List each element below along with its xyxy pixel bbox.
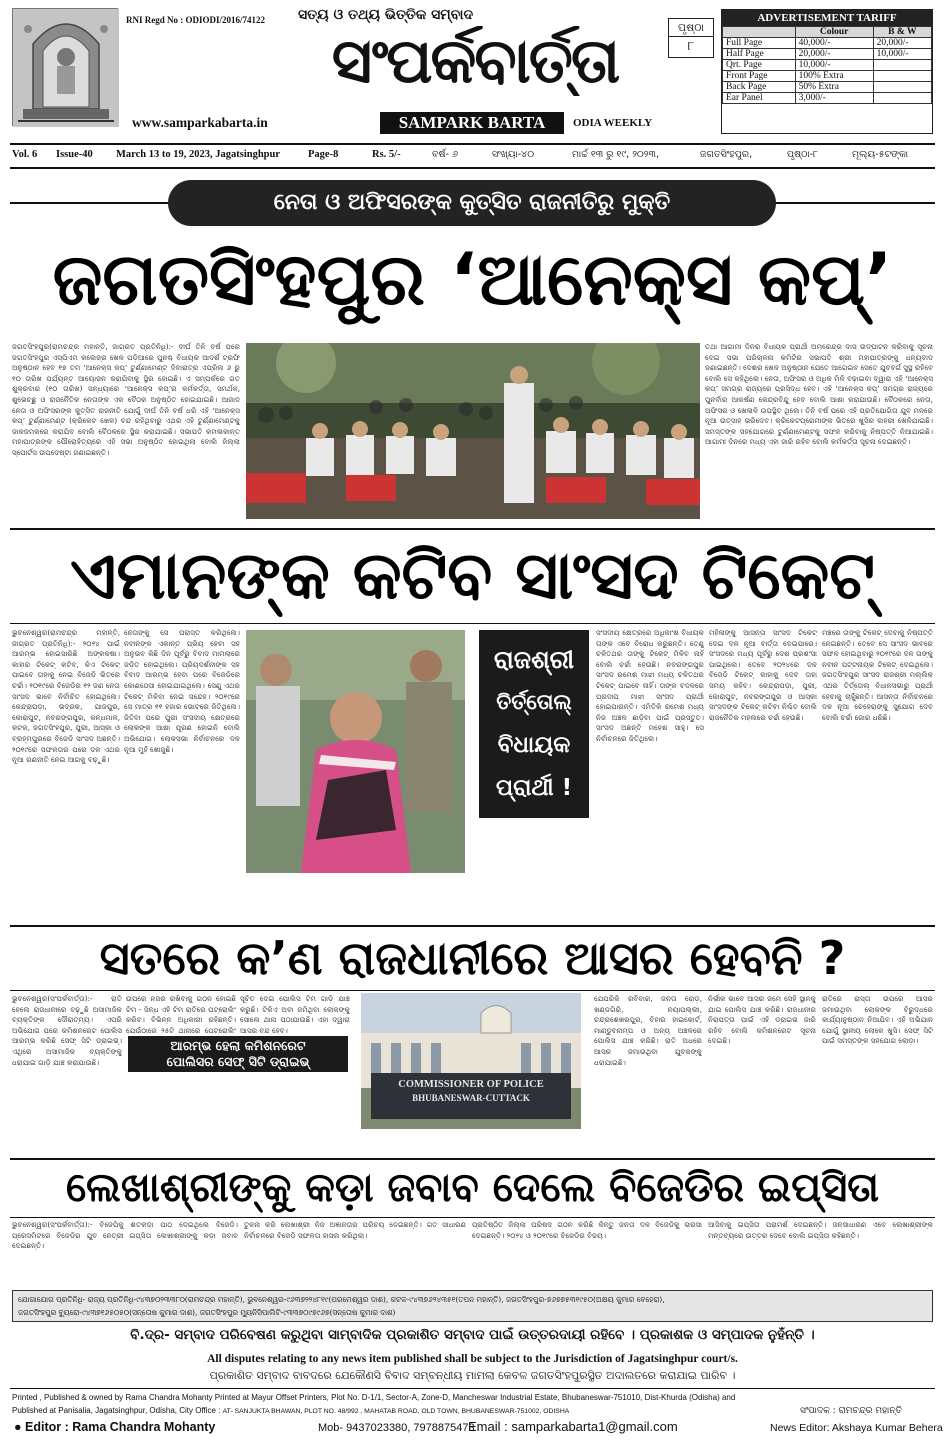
commissioner-sign-line1: COMMISSIONER OF POLICE <box>398 1079 544 1090</box>
contact-line: ଜଗତସିଂହପୁର ବ୍ୟୁରୋ-୯୪୩୭୧୬୫୦୫୦(ସନ୍ତୋଷ କୁମାର ଦାଶ), ଜଗତସିଂହପୁର ମ୍ୟୁନିସିପାଲିଟି-୯୩୩୭୦୯୭୯୬୭(ସନ୍ତୋଷ କୁମାର ଦାଶ) <box>18 1308 396 1317</box>
story1-meeting-photo <box>246 343 700 519</box>
odia-page: ପୃଷ୍ଠା-୮ <box>787 149 819 160</box>
tariff-header: Colour <box>795 27 873 38</box>
city-office: AT- SANJUKTA BHAWAN, PLOT NO. 48/992 , MAHATAB ROAD, OLD TOWN, BHUBANESWAR-751002, ODISHA <box>222 1408 570 1415</box>
story4-column-4: ଆସିବାକୁ ଇପ୍‌ସିତା ପରାମର୍ଶ ଦେଇଛନ୍ତି। ଜନସାଧାରଣ ଏବେ ଲେଖାଶ୍ରୀଙ୍କ ମନ୍ତବ୍ୟରେ ଉତ୍ତର ଦେବେ ବୋଲି ଇପ୍‌ସିତା କହିଛନ୍ତି। <box>708 1220 933 1240</box>
footer-rule <box>10 1388 935 1389</box>
story3-column-4: ଯେପରିକି ରବିବାର, ଜନତା ରୋଡ଼, ଖଣ୍ଡଗିରି, ନୟାପଲ୍ଲୀ, ଚନ୍ଦ୍ରଶେଖରପୁର, ବିହାର ହାଇକୋର୍ଟ, ମାଣ୍ଡୁବନାମ୍ପ ଓ ଅନ୍ୟ ଅଞ୍ଚଳରେ ପୋଲିସ ଯାଞ୍ଚ କରିଛି। ରାତି ଅଧରେ ଆସର ଜମାଉଥିବା ଯୁବକଙ୍କୁ ଧରାଯାଇଛି। <box>594 994 702 1067</box>
page-box-num: ୮ <box>687 39 695 54</box>
story3-column-1: ଭୁବନେଶ୍ୱର(ସଂପର୍କବାର୍ତ୍ତା):- ରାତି ହେଲେ ରାଜଧାନୀରେ ବଢ଼ୁଛି ଅସାମାଜିକ ବ୍ୟକ୍ତିଙ୍କ ଦୌରାତ୍ମ୍ୟ। ଏପରି ଅଭିଯୋଗ ପରେ କମିଶନରେଟ ପୋଲିସ ଆରମ୍ଭ କରିଛି ସେଫ୍ ସିଟି ଡ୍ରାଇଭ୍। ଏଥିରେ ଅସାମାଜିକ ବ୍ୟକ୍ତିଙ୍କୁ ଧରାଯାଇ ଗାଡ଼ି ଯାଞ୍ଚ କରାଯାଉଛି। <box>12 994 122 1067</box>
jurisdiction-notice: All disputes relating to any news item published shall be subject to the Jurisdiction of Jagatsinghpur court/s. <box>207 1353 738 1365</box>
story2-headline: ଏମାନଙ୍କ କଟିବ ସାଂସଦ ଟିକେଟ୍ <box>70 537 875 614</box>
callout-line: ବିଧାୟକ <box>497 732 571 758</box>
story2-politician-photo <box>246 630 465 873</box>
tariff-row <box>723 93 932 104</box>
tariff-cell: 100% Extra <box>795 71 873 82</box>
tariff-row <box>723 82 932 93</box>
advertisement-tariff <box>721 9 933 134</box>
odia-editor: ସଂପାଦକ : ରାମଚନ୍ଦ୍ର ମହାନ୍ତି <box>800 1406 902 1416</box>
dateline-rule-top <box>10 143 935 145</box>
story4-column-2: ତୁଳନା କରି ଲେଖାଶ୍ରୀ ନିଜ ଅଜ୍ଞାନତାର ପରିଚୟ ଦେଇଛନ୍ତି। ଗତ ସାଧାରଣ ନିର୍ବାଚନରେ ବିଜେଡି ସଫଳତା ହାସଲ କରିଥିଲା। <box>244 1220 466 1240</box>
story4-column-3: ପ୍ରତିଷ୍ଠିତ ଜିଲ୍ଲା ପରିଷଦ ଗଠନ କରିଛି କିନ୍ତୁ ଜନତା ଦଳ ବିଜେଡିକୁ ଭରସା ଦେଇଛନ୍ତି। ୨୦୨୪ ଓ ୨୦୧୯ରେ ବିଜେଡିର ବିଜୟ। <box>472 1220 702 1240</box>
tariff-cell: Qrt. Page <box>723 60 796 71</box>
published-at: Published at Panisalia, Jagatsinghpur, Odisha, City Office : <box>12 1406 221 1415</box>
tariff-cell <box>873 93 931 104</box>
newspaper-title-english: SAMPARK BARTA <box>380 112 564 134</box>
volume: Vol. 6 <box>12 149 38 160</box>
tariff-cell: 20,000/- <box>873 38 931 49</box>
news-editor: News Editor: Akshaya Kumar Behera <box>770 1422 943 1434</box>
tariff-row <box>723 49 932 60</box>
page: Page-8 <box>308 149 339 160</box>
tariff-row <box>723 60 932 71</box>
odia-issue: ସଂଖ୍ୟା-୪୦ <box>492 149 535 160</box>
tariff-cell: Full Page <box>723 38 796 49</box>
printer-line-1: Printed , Published & owned by Rama Chandra Mohanty Printed at Mayur Offset Printers, Plot No. D-1/1, Sector-A, Zone-D, Mancheswar Industrial Estate, Bhubaneswar-751010, Dist-Khurda (Odisha) and <box>12 1393 736 1402</box>
website-url[interactable]: www.samparkabarta.in <box>132 115 268 130</box>
tariff-cell: Ear Panel <box>723 93 796 104</box>
story3-column-6: ରାତିରେ ରାସ୍ତା ଉପରେ ଆସର ଜମାଉଥିବା ଲୋକଙ୍କ ବିରୁଦ୍ଧରେ କାର୍ଯ୍ୟାନୁଷ୍ଠାନ ନିଆଯିବ। ଏହି ଅଭିଯାନ ଯୋଗୁଁ ସ୍ଥାନୀୟ ଲୋକେ ଖୁସି। ସେଫ୍ ସିଟି ପାଇଁ ସମସ୍ତଙ୍କ ସହଯୋଗ ଲୋଡ଼ା। <box>822 994 933 1046</box>
odia-price: ମୂଲ୍ୟ-୫ଟଙ୍କା <box>852 149 909 160</box>
page-number-box <box>668 18 714 58</box>
tariff-header <box>723 27 796 38</box>
tariff-cell <box>873 71 931 82</box>
tariff-table <box>722 26 932 104</box>
story2-callout <box>479 630 589 818</box>
tariff-cell: Back Page <box>723 82 796 93</box>
story3-commissioner-office-photo <box>361 993 581 1129</box>
tariff-cell: 20,000/- <box>795 49 873 60</box>
story2-column-1: ଭୁବନେଶ୍ୱର(ରାମଚନ୍ଦ୍ର ମହାନ୍ତି, ଜାଗ୍ରତ ପ୍ରତିନିଧି):- ୨୦୨୪ ପାଇଁ ଆରମ୍ଭ ହୋଇସାରିଛି ଅଙ୍କକଷା। କାହାର ଟିକେଟ୍ କଟିବ, କିଏ ଟିକେଟ୍ ପାଇବେ ତାହାକୁ ନେଇ ବିଜେଡି ଭିତରେ ଚର୍ଚ୍ଚା। ୨୦୧୯ରେ ବିଜେଡିର ୧୨ ଜଣ ନେତା ସାଂସଦ ଭାବେ ନିର୍ବାଚିତ ହୋଇଥିଲେ। କେନ୍ଦ୍ରାପଡ଼ା, ଭଦ୍ରକ, ଯାଜପୁର, କୋରାପୁଟ, ନବରଙ୍ଗପୁର, କନ୍ଧମାଳ, କଟକ, ଜଗତସିଂହପୁର, ପୁରୀ, ଆସ୍କା ଓ ବ୍ରହ୍ମପୁରରେ ବିଜେଡି ସାଂସଦ ଅଛନ୍ତି। ୨୦୧୯ରେ ସଫଳତାର ପରେ ଦଳ ଏଥର ନୂଆ ରଣନୀତି ନେଇ ଆଗକୁ ବଢ଼ୁଛି। <box>12 628 120 765</box>
date: March 13 to 19, 2023, Jagatsinghpur <box>116 149 281 160</box>
story3-subhead-box <box>128 1036 348 1072</box>
subhead-line: ପୋଲିସର ସେଫ୍ ସିଟି ଡ୍ରାଇଭ୍ <box>166 1054 310 1069</box>
odia-place: ଜଗତସିଂହପୁର, <box>700 149 753 160</box>
story2-column-5: ମଞ୍ଚରେ ତାଙ୍କୁ ଟିକେଟ୍ ଦେବାକୁ ନିଷ୍ପତ୍ତି ନେଇଛନ୍ତି। ତେବେ ସେ ସାଂସଦ ଭାବରେ ସଫଳ ହୋଇଥିବାରୁ ୨୦୧୯ରେ ଦଳ ତାଙ୍କୁ ନବୀନ ପଟ୍ଟନାୟକ ଟିକେଟ୍ ଦେଇଥିଲେ। ଜଗତସିଂହପୁର ସାଂସଦ ରାଜଶ୍ରୀ ମଲ୍ଲିକ ଏଥର ତିର୍ତ୍ତୋଲ୍ ବିଧାନସଭାରୁ ପ୍ରାର୍ଥୀ ହେବାକୁ ଚାହୁଁଛନ୍ତି। ଆସନ୍ତା ନିର୍ବାଚନରେ ଦଳ ନୂଆ ଚେହେରାଙ୍କୁ ସୁଯୋଗ ଦେବ ବୋଲି ଚର୍ଚ୍ଚା ଜୋର ଧରିଛି। <box>822 628 933 722</box>
rni-number: RNI Regd No : ODIODI/2016/74122 <box>126 15 266 25</box>
tariff-cell: 40,000/- <box>795 38 873 49</box>
contact-box <box>12 1290 933 1322</box>
odia-jurisdiction-notice: ପ୍ରକାଶିତ ସମ୍ବାଦ ବାବଦରେ ଯେକୌଣସି ବିବାଦ ସମ୍ବନ୍ଧୀୟ ମାମଲା କେବଳ ଜଗତସିଂହପୁରସ୍ଥିତ ଅଦାଲତରେ କରାଯାଇ ପାରିବ । <box>209 1369 736 1382</box>
tariff-cell: 50% Extra <box>795 82 873 93</box>
deity-logo <box>12 8 118 126</box>
story2-column-2: ନେତାଙ୍କୁ ସେ ପରାସ୍ତ କରିଥିଲେ। ନବୀନଙ୍କ ଏକାନ୍ତ ପ୍ରିୟ ହେବା ସହ ଅନୁଭବ କିଛି ଦିନ ପୂର୍ବରୁ ବିବାଦ ମାମଲାରେ ଜଡ଼ିତ ହୋଇଥିଲେ। ପ୍ରିୟଦର୍ଶନୀଙ୍କ ସହ ବିବାଦ ଆରମ୍ଭ ହେବା ପରେ ବିଜେଡିରେ କୋଣଠେସା ହୋଇଯାଇଥିଲେ। ସେଣୁ ଏଥର ଟିକେଟ୍ ମିଳିବା ନେଇ ସନ୍ଦେହ। ୨୦୧୯ରେ ସେ ମାତ୍ର ୧୧ ହଜାର ଭୋଟରେ ଜିତିଥିଲେ। ଜିତିବା ପରେ ପୁରୀ ସଂସଦୀୟ କ୍ଷେତ୍ରରେ ଲୋକଙ୍କ ଆଶା ପୂରଣ ହୋଇନି ବୋଲି ଅଭିଯୋଗ। ଲୋକସଭା ନିର୍ବାଚନରେ ଦଳ ନୂଆ ମୁହଁ ଖୋଜୁଛି। <box>124 628 240 754</box>
issue: Issue-40 <box>56 149 93 160</box>
dateline <box>12 149 933 165</box>
story4-headline: ଲେଖାଶ୍ରୀଙ୍କୁ କଡ଼ା ଜବାବ ଦେଲେ ବିଜେଡିର ଇପ୍‌ସିତା <box>65 1165 880 1211</box>
story3-column-2b <box>126 1076 348 1154</box>
newspaper-title-odia: ସଂପର୍କବାର୍ତ୍ତା <box>331 26 619 96</box>
odia-notice: ବି.ଦ୍ର- ସମ୍ବାଦ ପରିବେଷଣ କରୁଥିବା ସାମ୍ବାଦିକ ପ୍ରକାଶିତ ସମ୍ବାଦ ପାଇଁ ଉତ୍ତରଦାୟୀ ରହିବେ । ପ୍ରକାଶକ ଓ ସମ୍ପାଦକ ନୁହଁନ୍ତି । <box>130 1327 815 1343</box>
story1-column-1: ଜଗତସିଂହପୁର(ରାମଚନ୍ଦ୍ର ମହାନ୍ତି, ଜାଗ୍ରତ ପ୍ରତିନିଧି):- ଦୀର୍ଘ ତିନି ବର୍ଷ ପରେ ଜଗତସିଂହପୁର ଏସ୍‌ପିଏମ କଲେଜ୍‌ର ଖେଳ ପଡ଼ିଆରେ ପୁନଶ୍ଚ ବିଧାୟକ ଆଦର୍ଶ ଟ୍ରଫି ଅନୁଷ୍ଠାନ ହେବ ୧୭ ତମ ‘ଆନେକ୍ସ କପ୍’ ଟୁର୍ଣ୍ଣାମେଣ୍ଟ ଦିବାରାତ୍ର ଏପ୍ରିଲ ୬ ରୁ ୧୦ ତାରିଖ ପର୍ଯ୍ୟନ୍ତ ଆୟୋଜନ କରାଯିବାକୁ ସ୍ଥିର ହୋଇଛି। ଏ ସମ୍ପର୍କରେ ଗତ ଶୁକ୍ରବାର (୧୦ ତାରିଖ) ସନ୍ଧ୍ୟାରେ ‘ଆନେକ୍ସ କପ୍’ର କର୍ମକର୍ତ୍ତା, ସମର୍ଥକ, ଶୁଭେଚ୍ଛୁ ଓ ରାଜନୈତିକ ନେତାଙ୍କ ଏକ ବୈଠକ ଅନୁଷ୍ଠିତ ହୋଇଯାଇଛି। ଆଜାଦ ନେତା ଓ ଅଫିସରଙ୍କ କୁତ୍ସିତ ରାଜନୀତି ଯୋଗୁଁ ଦୀର୍ଘ ତିନି ବର୍ଷ ଧରି ଏହି ‘ଆନେକ୍ସ କପ୍’ ଟୁର୍ଣ୍ଣାମେଣ୍ଟ (କ୍ରିକେଟ ଖେଳ) ବନ୍ଦ ରହିଥିବାରୁ ଏଥର ଏହି ଟୁର୍ଣ୍ଣାମେଣ୍ଟକୁ ଜାକଜମକରେ କରାଯିବ ବୋଲି ବୈଠକରେ ସ୍ଥିର କରାଯାଇଛି। ସଭାପତି କମଳାକାନ୍ତ ମହାପାତ୍ରଙ୍କ ପୌରୋହିତ୍ୟରେ ଏହି ସଭା ଅନୁଷ୍ଠିତ ହୋଇଥିଲା ବୋଲି ଜିଲ୍ଲା ସ୍ପୋର୍ଟସ ଉପଦେଷ୍ଟା ଜଣାଇଛନ୍ତି। <box>12 342 240 457</box>
odia-year: ବର୍ଷ- ୬ <box>432 149 458 160</box>
callout-line: ରାଜଶ୍ରୀ <box>493 645 575 674</box>
page-box-label: ପୃଷ୍ଠା <box>669 19 713 37</box>
story2-rule-bottom <box>10 623 935 624</box>
story1-headline: ଜଗତସିଂହପୁର ‘ଆନେକ୍ସ କପ୍’ <box>52 237 893 321</box>
email-block <box>468 1419 678 1434</box>
tariff-cell <box>873 60 931 71</box>
tariff-cell <box>873 82 931 93</box>
story2-column-4: ମହିଳାଙ୍କୁ ଆସନ୍ତା ସାଂସଦ ଟିକେଟ୍ ଦେଇ ଦଳ ନୂଆ ବାର୍ତ୍ତା ଦେଇପାରେ। ସଂସଦରେ ମଧ୍ୟ ପୂର୍ବରୁ ଦେଶ ପ୍ରଶଂସା ପାଇଥିଲେ। ତେବେ ୨୦୨୪ରେ ଦଳ ବିଜେଡି ଟିକେଟ୍ କାହାକୁ ଦେବ ତାହା ସମୟ କହିବ। କେନ୍ଦ୍ରାପଡ଼ା, ପୁରୀ, କୋରାପୁଟ, ନବରଙ୍ଗପୁର ଓ ଆସ୍କା ସାଂସଦଙ୍କ ଟିକେଟ୍ କଟିବା ନିଶ୍ଚିତ ବୋଲି ରାଜନୈତିକ ମହଲରେ ଚର୍ଚ୍ଚା ହେଉଛି। <box>709 628 817 722</box>
tariff-cell: 3,000/- <box>795 93 873 104</box>
mobile-numbers: Mob- 9437023380, 7978875473 <box>318 1422 475 1434</box>
odia-date: ମାର୍ଚ୍ଚ ୧୩ ରୁ ୧୯, ୨୦୨୩, <box>572 149 660 160</box>
story3-column-5: ନିର୍ଭୀକ ଭାବେ ଆସର ଜମେ ସେହି ସ୍ଥାନକୁ ଯାଇ ପୋଲିସ ଯାଞ୍ଚ କରିଛି। ରାଜଧାନୀର ନିରାପତ୍ତା ପାଇଁ ଏହି ଡ୍ରାଇଭ ଜାରି ରହିବ ବୋଲି କମିଶନରେଟ ସୂଚନା ଦେଇଛି। <box>708 994 816 1046</box>
story4-rule-bottom <box>10 1217 935 1218</box>
email-address[interactable]: samparkabarta1@gmail.com <box>511 1419 678 1434</box>
kicker-rule-right <box>776 202 935 204</box>
tariff-row <box>723 38 932 49</box>
tariff-cell: 10,000/- <box>873 49 931 60</box>
tariff-cell: 10,000/- <box>795 60 873 71</box>
story3-rule-bottom <box>10 990 935 991</box>
email-label: Email : <box>468 1419 508 1434</box>
dateline-rule-bottom <box>10 167 935 169</box>
story3-headline: ସତରେ କ’ଣ ରାଜଧାନୀରେ ଆସର ହେବନି ? <box>99 931 846 985</box>
price: Rs. 5/- <box>372 149 401 160</box>
story3-column-2: ଉପରେ ନଜର ରଖିବାକୁ ଗଠନ ହୋଇଛି ଟିମ - ସିନ୍ଧ ଏହି ଟିମ ରାତିରେ ପଟ୍ରୋଲିଂ କରିବ। ବିଭିନ୍ନ ଅଧିକାରୀ ରହିଛନ୍ତି। ଯେଉଁଠାରେ ୨୫ଟି ଥାନାରେ ପେଟ୍ରୋଲିଂ <box>126 994 236 1034</box>
story1-kicker-banner: ନେତା ଓ ଅଫିସରଙ୍କ କୁତ୍ସିତ ରାଜନୀତିରୁ ମୁକ୍ତି <box>168 180 776 226</box>
commissioner-sign-line2: BHUBANESWAR-CUTTACK <box>412 1093 530 1103</box>
tariff-title: ADVERTISEMENT TARIFF <box>722 10 932 26</box>
tariff-header: B & W <box>873 27 931 38</box>
story3-column-3: ସୂଚିତ ଦେଇ ପୋଲିସ ଟିମ ଗାଡ଼ି ଯାଞ୍ଚ କରୁଛି। ଟିକିଏ ଅବା ଜମିଥିବା ଲୋକଙ୍କୁ ସୋଲେ ଥାନା ପଠାଯାଉଛି। ଏହା ଦ୍ୱାରା ଆସର ବନ୍ଦ ହେବ। <box>240 994 350 1034</box>
story2-column-3: ସଂସଦୀୟ କ୍ଷେତ୍ରରେ ଅଧିକାଂଶ ବିଧାୟକ ତାଙ୍କ ଏବେ ବିରୋଧ କରୁଛନ୍ତି। ତେଣୁ ଚଳିତଥର ତାଙ୍କୁ ଟିକେଟ୍ ମିଳିବ ନାହିଁ ବୋଲି ଚର୍ଚ୍ଚା ହେଉଛି। ନବରଙ୍ଗପୁର ସାଂସଦ ରମେଶ ମାଝୀ ମଧ୍ୟ ଚଳିତଥର ଟିକେଟ୍ ପାଇବେ ନାହିଁ। ତାଙ୍କ ବଦଳରେ ପ୍ରଦୀପ ମାଝୀ ସାଂସଦ ପ୍ରାର୍ଥୀ ହୋଇପାରନ୍ତି। ଏମିତିକି ରମେଶ ମଧ୍ୟ ନିଜ ଅଞ୍ଚଳ ଛାଡ଼ିବା ପାଇଁ ପ୍ରସ୍ତୁତ। ସାଂସଦ ଅଛନ୍ତି ମହେଶ ସାହୁ। ସେ ନିର୍ବାଚନରେ ଜିତିଥିଲେ। <box>596 628 704 743</box>
printer-line-2 <box>12 1406 712 1415</box>
masthead <box>0 0 945 146</box>
contact-line: ଯୋଗାଯୋଗ ପ୍ରତିନିଧି- ରାଜ୍ୟ ପ୍ରତିନିଧି-୯୪୩୭୦୨୩୩୮୦(ରାମଚନ୍ଦ୍ର ମହାନ୍ତି), ଭୁବନେଶ୍ୱର-୯୬୩୭୨୨୪୮୧୯(ପରମେଶ୍ୱର ଦାଶ), କଟକ-୯୪୩୭୬୨୪୩୫୧(ତପନ ମହାନ୍ତି), ଜଗତସିଂହପୁର-୭୬୭୭୫୩୧୯୫୦(ଅକ୍ଷୟ କୁମାର ବେହେରା), <box>18 1295 665 1304</box>
callout-line: ପ୍ରାର୍ଥୀ ! <box>495 775 573 801</box>
editor-name: ● Editor : Rama Chandra Mohanty <box>14 1420 216 1434</box>
subhead-line: ଆରମ୍ଭ ହେଲା କମିଶନରେଟ <box>170 1038 306 1053</box>
kicker-rule-left <box>10 202 168 204</box>
tariff-cell: Front Page <box>723 71 796 82</box>
tariff-row <box>723 71 932 82</box>
tagline: ସତ୍ୟ ଓ ତଥ୍ୟ ଭିତ୍ତିକ ସମ୍ବାଦ <box>298 7 474 23</box>
tariff-cell: Half Page <box>723 49 796 60</box>
odia-weekly-label: ODIA WEEKLY <box>573 117 653 129</box>
story1-column-3: ତଥା ଆଗାମୀ ଦିନର ବିଧାୟକ ପ୍ରାର୍ଥୀ ଅମରେନ୍ଦ୍ର ଦାସ ଉଦ୍‌ଘାଟନ କରିବାକୁ ସୂଚନା ଦେଇ ସଭା ପରିଚାଳନା କମିଟିର ସଭାପତି ଶ୍ରୀ ମହାପାତ୍ରଙ୍କୁ ଧନ୍ୟବାଦ ଜଣାଇଛନ୍ତି। ଦେଶର ଖେଳ ଅନୁଷ୍ଠାନ ଯେତେ ଆଗେଇବ ସେତେ ଯୁବବର୍ଗ ସୁସ୍ଥ ରହିବେ ବୋଲି ସେ କହିଥିଲେ। ନେତା, ଅଫିସର ଓ ଅଧିକ ମିଳି ବଢ଼ାଇବା ଦ୍ୱାରା ଏହି ‘ଆନେକ୍ସ କପ୍’ ସମଗ୍ର ରାଜ୍ୟରେ ପ୍ରସିଦ୍ଧ ହେବ। ଏହି ‘ଆନେକ୍ସ କପ୍’ ସମଗ୍ର ରାଜ୍ୟରେ ପୁନର୍ବାର ଆକର୍ଷଣ କେନ୍ଦ୍ରବିନ୍ଦୁ ହେବ ବୋଲି ଆଶା କରାଯାଉଛି। ବୈଠକରେ ନେତା, ଅଫିସର ଓ ଖେଳାଳି ଉପସ୍ଥିତ ଥିଲେ। ତିନି ବର୍ଷ ପରେ ଏହି ପ୍ରତିଯୋଗିତା ଯୁବ ମନରେ ନୂଆ ଉତ୍ସାହ ଭରିଦେବ। କ୍ରିକେଟପ୍ରେମୀଙ୍କ ଭିତରେ ଖୁସିର ଲହରୀ ଖେଳିଯାଇଛି। ସମସ୍ତଙ୍କ ସହଯୋଗରେ ଟୁର୍ଣ୍ଣାମେଣ୍ଟକୁ ସଫଳ କରିବାକୁ ନିଷ୍ପତ୍ତି ନିଆଯାଇଛି। ଆଗାମୀ ଦିନରେ ମଧ୍ୟ ଏହା ଜାରି ରହିବ ବୋଲି କର୍ମକର୍ତ୍ତା ସୂଚନା ଦେଇଛନ୍ତି। <box>705 342 933 447</box>
callout-line: ତିର୍ତ୍ତୋଲ୍ <box>496 690 572 714</box>
story4-column-1: ଭୁବନେଶ୍ୱର(ସଂପର୍କବାର୍ତ୍ତା):- ବିଜେପିକୁ ଶତକଡ଼ା ପାଠ ଦେଇଥିଲେ ବିଜେଡି। ପ୍ରେସମିଟରେ ବିଜେଡିର ଯୁବ ନେତ୍ରୀ ଇପ୍‌ସିତା ଲେଖାଶ୍ରୀଙ୍କୁ କଡ଼ା ଜବାବ ଦେଇଛନ୍ତି। <box>12 1220 238 1251</box>
